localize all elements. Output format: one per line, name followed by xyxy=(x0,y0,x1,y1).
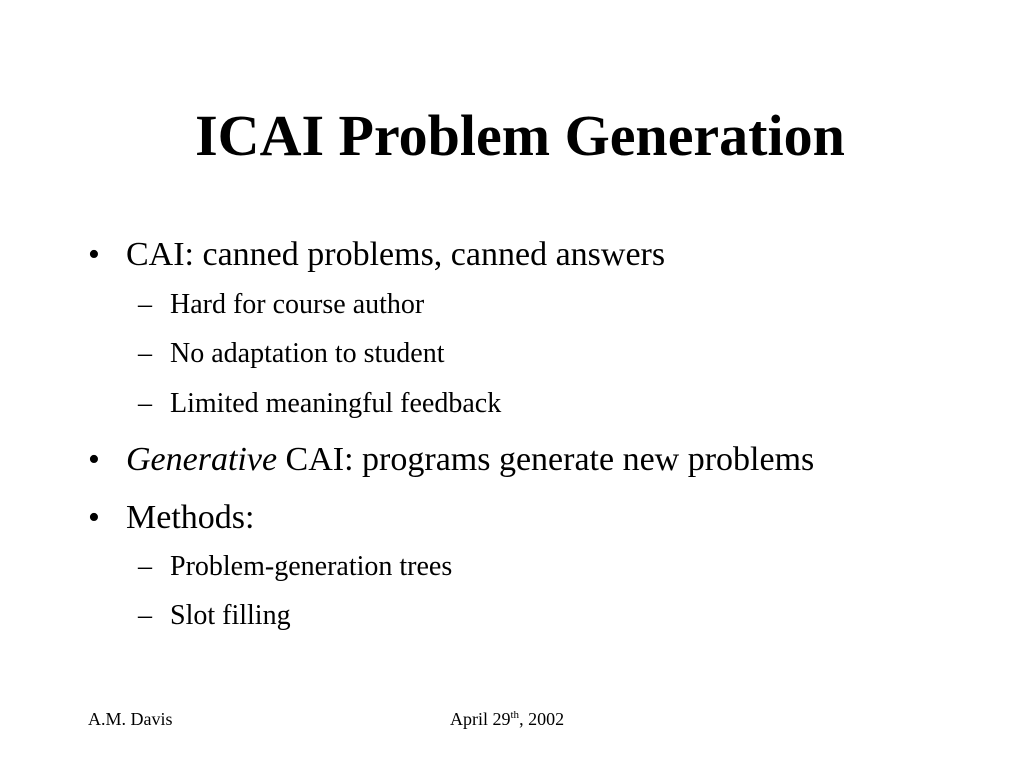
sub-bullet-text: Problem-generation trees xyxy=(170,551,453,582)
dash-marker: – xyxy=(138,388,152,419)
footer-date-suffix: , 2002 xyxy=(519,709,565,729)
bullet-text: CAI: canned problems, canned answers xyxy=(126,236,666,273)
sub-bullet-text: Limited meaningful feedback xyxy=(170,388,502,419)
sub-bullet-text: Slot filling xyxy=(170,600,291,631)
bullet-marker: • xyxy=(88,236,100,273)
footer-author: A.M. Davis xyxy=(88,709,173,729)
bullet-item xyxy=(88,235,666,275)
dash-marker: – xyxy=(138,289,152,320)
bullet-emphasis-text: Generative xyxy=(126,441,278,478)
sub-bullet-item xyxy=(138,599,291,633)
sub-bullet-item xyxy=(138,288,425,322)
dash-marker: – xyxy=(138,600,152,631)
sub-bullet-item xyxy=(138,550,453,584)
bullet-text: CAI: programs generate new problems xyxy=(277,441,815,478)
footer-date xyxy=(450,708,564,730)
bullet-item xyxy=(88,440,815,480)
dash-marker: – xyxy=(138,551,152,582)
slide-title: ICAI Problem Generation xyxy=(195,103,845,168)
sub-bullet-text: Hard for course author xyxy=(170,289,425,320)
bullet-marker: • xyxy=(88,499,100,536)
bullet-item xyxy=(88,498,255,538)
bullet-marker: • xyxy=(88,441,100,478)
dash-marker: – xyxy=(138,338,152,369)
footer-date-prefix: April 29 xyxy=(450,709,511,729)
sub-bullet-item xyxy=(138,337,445,371)
footer-date-ordinal: th xyxy=(510,709,520,721)
sub-bullet-item xyxy=(138,387,502,421)
bullet-text: Methods: xyxy=(126,499,255,536)
sub-bullet-text: No adaptation to student xyxy=(170,338,445,369)
